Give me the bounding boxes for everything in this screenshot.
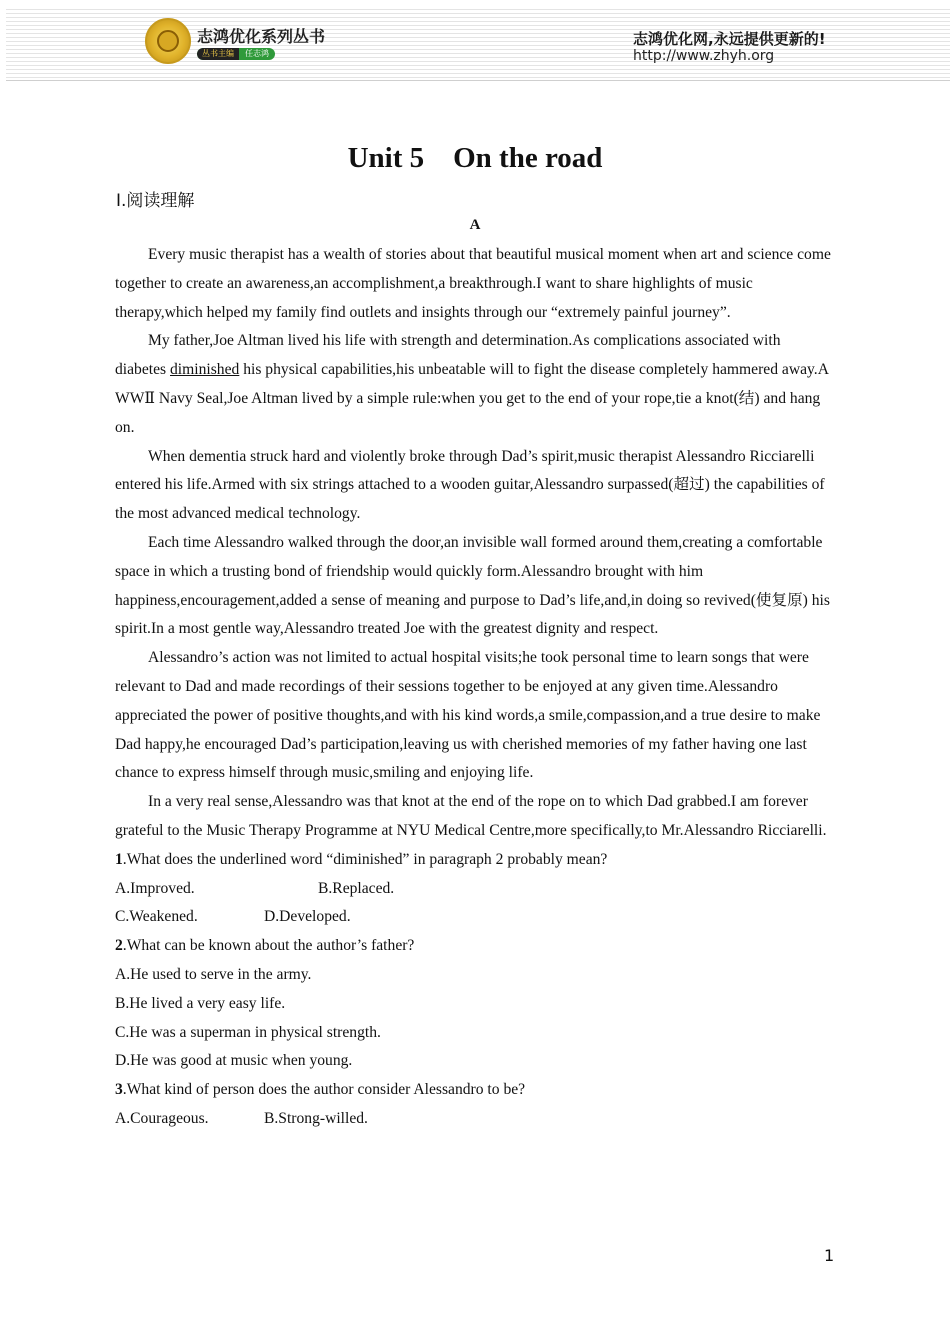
option-a[interactable]: A.Improved. [115,879,195,897]
site-url-link[interactable]: http://www.zhyh.org [633,48,775,64]
editor-label: 丛书主编 [197,48,239,60]
option-c[interactable]: C.He was a superman in physical strength. [115,1023,381,1041]
option-a[interactable]: A.He used to serve in the army. [115,965,312,983]
page-number: 1 [824,1246,835,1265]
publisher-logo-icon [145,18,191,64]
option-b[interactable]: B.He lived a very easy life. [115,994,286,1012]
paragraph-2-text-b: his physical capabilities,his unbeatable will to fight the disease completely hammered away.A WWⅡ Navy Seal,Joe Altman lived by a simple rule:when you get to the end of your rope,tie a knot(结) and hang on. [115,361,829,436]
option-d[interactable]: D.Developed. [264,908,351,926]
paragraph-1: Every music therapist has a wealth of stories about that beautiful musical moment when art and science come together to create an awareness,an accomplishment,a breakthrough.I want to share highlights of music therapy,which helped my family find outlets and insights through our “extremely painful journey”. [115,246,831,321]
paragraph-2-text-a: My father,Joe Altman lived his life with strength and determination.As complications associated with diabetes [115,332,781,379]
page-title: Unit 5 On the road [347,142,603,174]
question-text: .What kind of person does the author consider Alessandro to be? [122,1081,526,1099]
paragraph-3: When dementia struck hard and violently broke through Dad’s spirit,music therapist Alessandro Ricciarelli entered his life.Armed with six strings attached to a wooden guitar,Alessandro surpassed(超过) the capabilities of the most advanced medical technology. [115,447,825,523]
underlined-word: diminished [170,361,240,379]
question-1 [115,846,835,875]
header-banner [6,6,950,81]
option-a[interactable]: A.Courageous. [115,1109,209,1127]
question-3 [115,1076,835,1105]
paragraph-5: Alessandro’s action was not limited to actual hospital visits;he took personal time to learn songs that were relevant to Dad and made recordings of their sessions together to be enjoyed at any given time.Alessandro appreciated the power of positive thoughts,and with his kind words,a smile,compassion,and a true desire to make Dad happy,he encouraged Dad’s participation,leaving us with cherished memories of my father having one last chance to express himself through music,smiling and enjoying life. [115,649,821,782]
site-slogan: 志鸿优化网,永远提供更新的! [633,30,826,48]
brand-title: 志鸿优化系列丛书 [197,27,326,46]
editor-badge [197,48,275,60]
question-number: 1 [115,850,123,868]
paragraph-2 [115,327,835,442]
option-row [115,903,835,932]
question-number: 3 [115,1081,123,1099]
passage-label: A [469,217,481,233]
question-text: .What can be known about the author’s father? [122,937,415,955]
option-b[interactable]: B.Strong-willed. [264,1109,368,1127]
editor-name: 任志鸿 [245,49,269,58]
option-b[interactable]: B.Replaced. [318,879,395,897]
paragraph-4: Each time Alessandro walked through the door,an invisible wall formed around them,creating a comfortable space in which a trusting bond of friendship would quickly form.Alessandro brought with him happiness,encouragement,added a sense of meaning and purpose to Dad’s life,and,in doing so revived(使复原) his spirit.In a most gentle way,Alessandro treated Joe with the greatest dignity and respect. [115,533,830,638]
option-d[interactable]: D.He was good at music when young. [115,1052,353,1070]
question-text: .What does the underlined word “diminished” in paragraph 2 probably mean? [122,850,608,868]
option-c[interactable]: C.Weakened. [115,908,198,926]
question-2 [115,932,835,961]
section-heading: Ⅰ.阅读理解 [116,191,195,211]
paragraph-6: In a very real sense,Alessandro was that knot at the end of the rope on to which Dad grabbed.I am forever grateful to the Music Therapy Programme at NYU Medical Centre,more specifically,to Mr.Alessandro Ricciarelli. [115,793,827,839]
option-row [115,1105,835,1134]
question-number: 2 [115,937,123,955]
document-content [115,241,835,1134]
option-row [115,875,835,904]
